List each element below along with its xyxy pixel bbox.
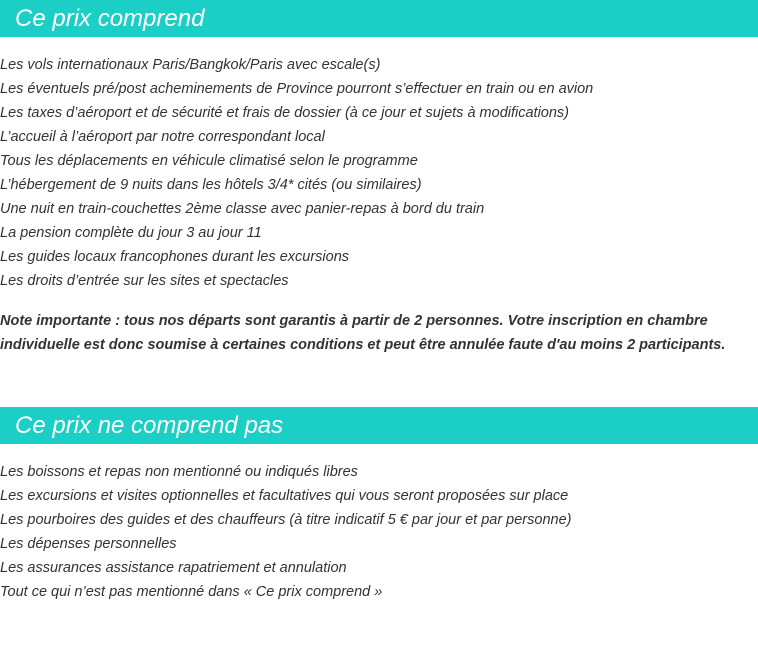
included-list (0, 53, 593, 293)
list-item: La pension complète du jour 3 au jour 11 (0, 225, 262, 241)
list-item: Les guides locaux francophones durant les excursions (0, 249, 350, 265)
list-item: Les vols internationaux Paris/Bangkok/Paris avec escale(s) (0, 57, 381, 73)
list-item: L’hébergement de 9 nuits dans les hôtels 3/4* cités (ou similaires) (0, 177, 422, 193)
list-item: Les dépenses personnelles (0, 536, 177, 552)
list-item: Les boissons et repas non mentionné ou indiqués libres (0, 464, 358, 480)
important-note: Note importante : tous nos départs sont garantis à partir de 2 personnes. Votre inscription en chambre individuelle est donc soumise à certaines conditions et peut être annulée faute d'au moins 2 participants. (0, 313, 726, 353)
section-header-not-included: Ce prix ne comprend pas (0, 407, 758, 444)
section-header-included: Ce prix comprend (0, 0, 758, 37)
list-item: Les excursions et visites optionnelles et facultatives qui vous seront proposées sur place (0, 488, 569, 504)
list-item: Les taxes d’aéroport et de sécurité et frais de dossier (à ce jour et sujets à modifications) (0, 105, 570, 121)
list-item: Tout ce qui n’est pas mentionné dans « Ce prix comprend » (0, 584, 383, 600)
list-item: Une nuit en train-couchettes 2ème classe avec panier-repas à bord du train (0, 201, 485, 217)
not-included-list (0, 460, 571, 604)
list-item: Les éventuels pré/post acheminements de Province pourront s’effectuer en train ou en avion (0, 81, 594, 97)
list-item: Les pourboires des guides et des chauffeurs (à titre indicatif 5 € par jour et par personne) (0, 512, 572, 528)
list-item: Tous les déplacements en véhicule climatisé selon le programme (0, 153, 418, 169)
list-item: Les assurances assistance rapatriement et annulation (0, 560, 347, 576)
list-item: Les droits d’entrée sur les sites et spectacles (0, 273, 289, 289)
list-item: L’accueil à l’aéroport par notre correspondant local (0, 129, 325, 145)
